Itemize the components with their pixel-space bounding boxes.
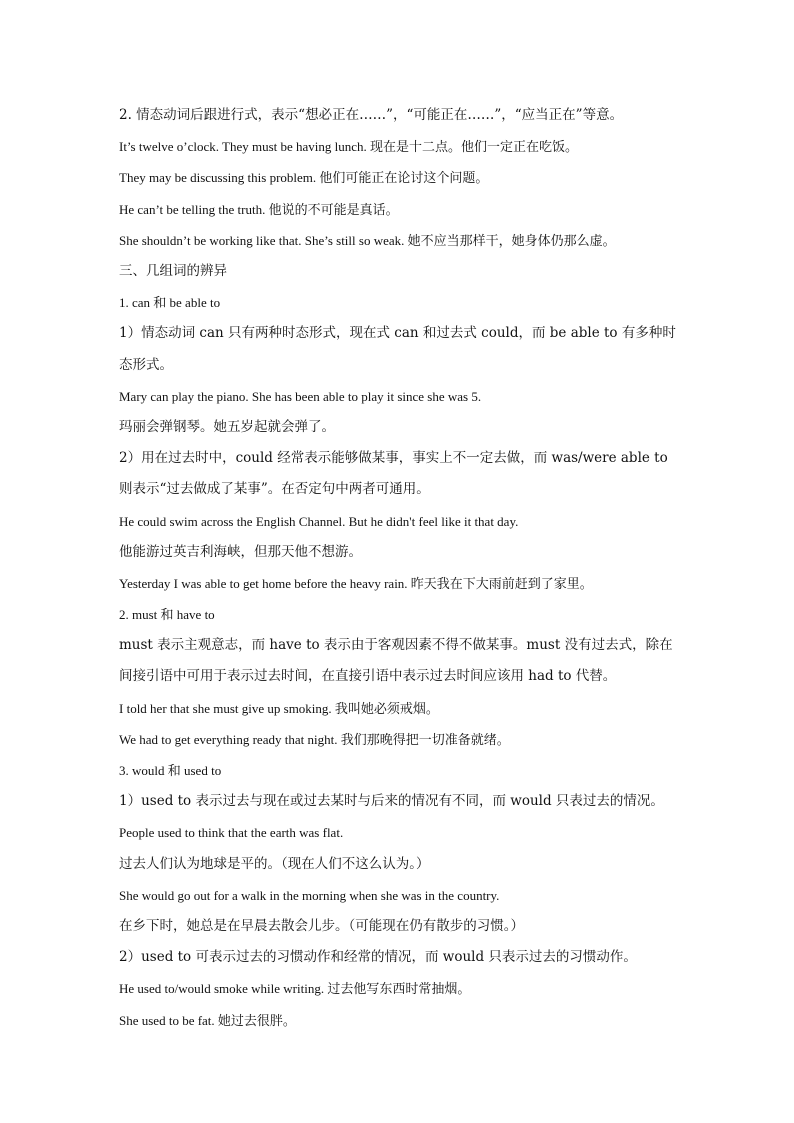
example-sentence: We had to get everything ready that night. 我们那晚得把一切准备就绪。 — [119, 731, 510, 747]
example-sentence: I told her that she must give up smoking. 我叫她必须戒烟。 — [119, 700, 439, 716]
example-sentence: She shouldn’t be working like that. She’s still so weak. 她不应当那样干，她身体仍那么虚。 — [119, 232, 616, 248]
paragraph-point-2: 2）用在过去时中，could 经常表示能够做某事，事实上不一定去做，而 was/were able to 则表示“过去做成了某事”。在否定句中两者可通用。 — [119, 450, 668, 498]
example-translation: 过去人们认为地球是平的。（现在人们不这么认为。） — [119, 855, 430, 872]
example-sentence: Yesterday I was able to get home before the heavy rain. 昨天我在下大雨前赶到了家里。 — [119, 575, 593, 591]
example-translation: 在乡下时，她总是在早晨去散会儿步。（可能现在仍有散步的习惯。） — [119, 917, 524, 934]
paragraph-point-2-progressive: 2. 情态动词后跟进行式，表示“想必正在……”，“可能正在……”，“应当正在”等意。 — [119, 107, 624, 123]
example-sentence: Mary can play the piano. She has been able to play it since she was 5. — [119, 388, 482, 404]
paragraph-point-2: 2）used to 可表示过去的习惯动作和经常的情况，而 would 只表示过去的习惯动作。 — [119, 949, 637, 966]
example-sentence: People used to think that the earth was flat. — [119, 825, 344, 841]
example-translation: 他能游过英吉利海峡，但那天他不想游。 — [119, 543, 362, 560]
section-heading: 三、几组词的辨异 — [119, 262, 227, 279]
document-body — [119, 100, 679, 1036]
subheading-must-have-to: 2. must 和 have to — [119, 607, 215, 623]
subheading-can-be-able-to: 1. can 和 be able to — [119, 295, 221, 311]
paragraph-must-have-to: must 表示主观意志，而 have to 表示由于客观因素不得不做某事。must 没有过去式，除在间接引语中可用于表示过去时间，在直接引语中表示过去时间应该用 had to 代替。 — [119, 637, 673, 685]
example-sentence: He could swim across the English Channel. But he didn't feel like it that day. — [119, 513, 519, 529]
subheading-would-used-to: 3. would 和 used to — [119, 763, 222, 779]
example-sentence: It’s twelve o’clock. They must be having lunch. 现在是十二点。他们一定正在吃饭。 — [119, 139, 579, 155]
example-sentence: He can’t be telling the truth. 他说的不可能是真话。 — [119, 201, 399, 217]
example-sentence: He used to/would smoke while writing. 过去他写东西时常抽烟。 — [119, 981, 471, 997]
example-sentence: She would go out for a walk in the morning when she was in the country. — [119, 887, 500, 903]
example-sentence: They may be discussing this problem. 他们可能正在论讨这个问题。 — [119, 170, 489, 186]
paragraph-point-1: 1）情态动词 can 只有两种时态形式，现在式 can 和过去式 could，而 be able to 有多种时态形式。 — [119, 325, 676, 373]
example-translation: 玛丽会弹钢琴。她五岁起就会弹了。 — [119, 418, 335, 435]
paragraph-point-1: 1）used to 表示过去与现在或过去某时与后来的情况有不同，而 would 只表过去的情况。 — [119, 793, 664, 810]
example-sentence: She used to be fat. 她过去很胖。 — [119, 1012, 296, 1028]
